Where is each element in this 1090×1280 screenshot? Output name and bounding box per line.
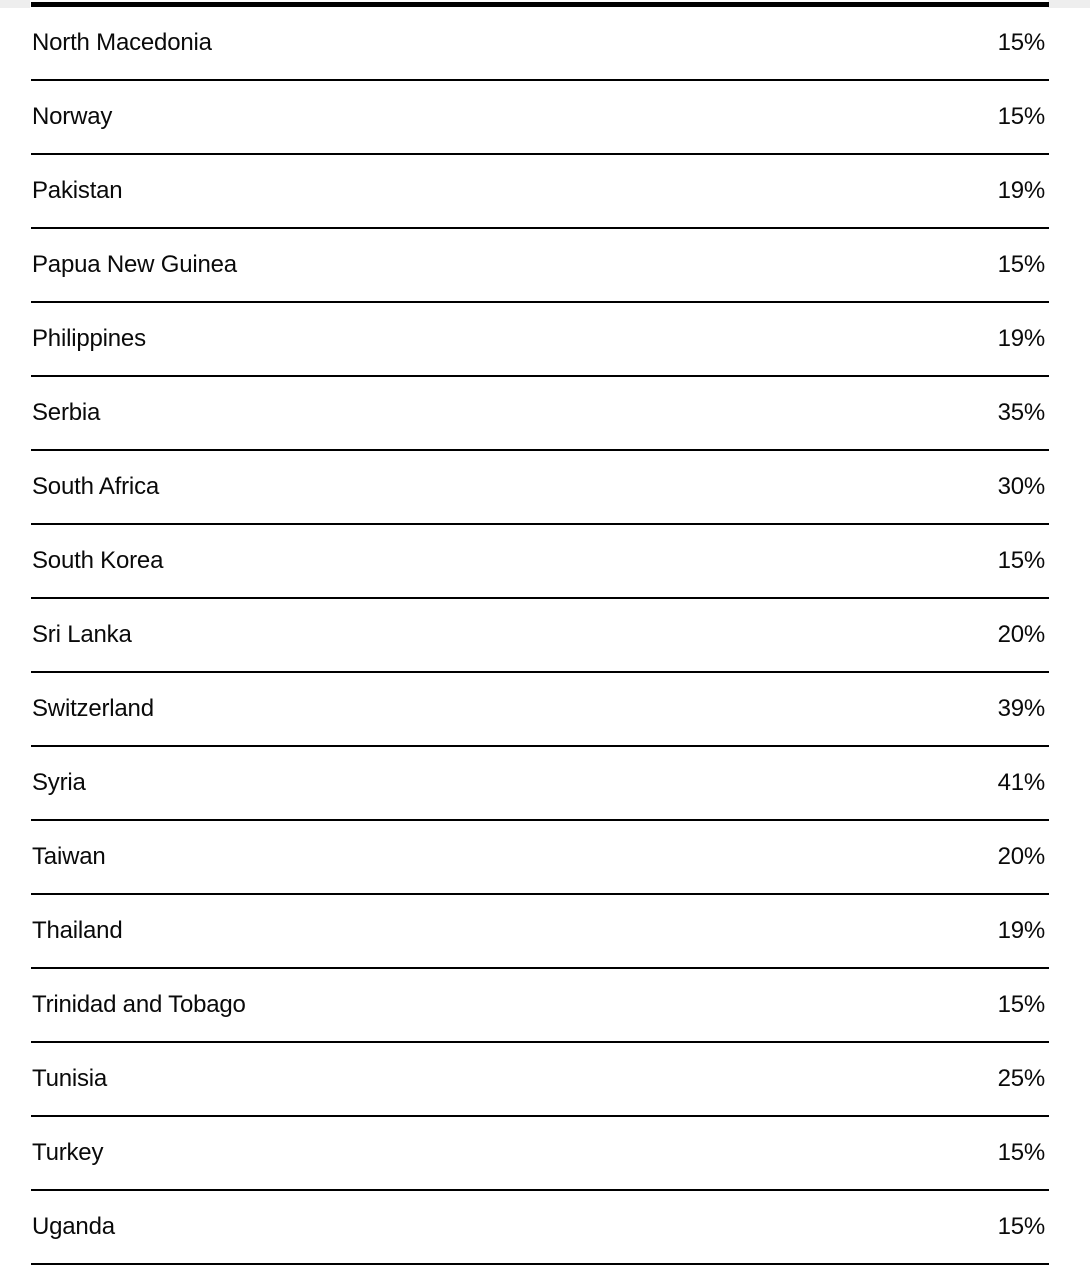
top-left-gray-strip xyxy=(0,0,30,8)
country-name: Taiwan xyxy=(32,843,106,870)
tariff-rate-value: 25% xyxy=(997,1065,1045,1092)
table-row xyxy=(31,377,1049,451)
tariff-rate-value: 30% xyxy=(997,473,1045,500)
table-row xyxy=(31,1117,1049,1191)
table-row xyxy=(31,155,1049,229)
table-row xyxy=(31,229,1049,303)
table-row xyxy=(31,451,1049,525)
table-row xyxy=(31,1191,1049,1265)
tariff-rate-value: 15% xyxy=(997,251,1045,278)
table-row xyxy=(31,1043,1049,1117)
tariff-rate-value: 15% xyxy=(997,547,1045,574)
country-name: Papua New Guinea xyxy=(32,251,237,278)
table-row xyxy=(31,821,1049,895)
country-name: Norway xyxy=(32,103,113,130)
country-name: North Macedonia xyxy=(32,29,212,56)
tariff-rate-value: 15% xyxy=(997,29,1045,56)
country-name: Uganda xyxy=(32,1213,115,1240)
country-name: Philippines xyxy=(32,325,146,352)
table-row xyxy=(31,81,1049,155)
country-name: Trinidad and Tobago xyxy=(32,991,246,1018)
table-row xyxy=(31,673,1049,747)
table-row xyxy=(31,7,1049,81)
country-name: Syria xyxy=(32,769,86,796)
tariff-rate-value: 15% xyxy=(997,991,1045,1018)
country-name: South Africa xyxy=(32,473,160,500)
tariff-rate-value: 15% xyxy=(997,1139,1045,1166)
table-row xyxy=(31,747,1049,821)
tariff-rate-value: 20% xyxy=(997,621,1045,648)
table-row xyxy=(31,969,1049,1043)
tariff-rate-value: 20% xyxy=(997,843,1045,870)
country-name: Switzerland xyxy=(32,695,154,722)
country-name: Turkey xyxy=(32,1139,104,1166)
tariff-rate-value: 41% xyxy=(997,769,1045,796)
tariff-rate-value: 19% xyxy=(997,325,1045,352)
country-name: Sri Lanka xyxy=(32,621,132,648)
tariff-rate-value: 15% xyxy=(997,1213,1045,1240)
tariff-rate-value: 19% xyxy=(997,917,1045,944)
table-row xyxy=(31,599,1049,673)
table-row xyxy=(31,895,1049,969)
country-name: South Korea xyxy=(32,547,164,574)
table-row xyxy=(31,303,1049,377)
tariff-rate-value: 35% xyxy=(997,399,1045,426)
country-name: Serbia xyxy=(32,399,101,426)
country-name: Tunisia xyxy=(32,1065,108,1092)
table-row xyxy=(31,525,1049,599)
tariff-rate-value: 19% xyxy=(997,177,1045,204)
tariff-rate-table xyxy=(31,2,1049,1265)
country-name: Pakistan xyxy=(32,177,123,204)
tariff-rate-value: 15% xyxy=(997,103,1045,130)
tariff-rate-value: 39% xyxy=(997,695,1045,722)
country-name: Thailand xyxy=(32,917,123,944)
top-right-gray-strip xyxy=(1048,0,1090,8)
